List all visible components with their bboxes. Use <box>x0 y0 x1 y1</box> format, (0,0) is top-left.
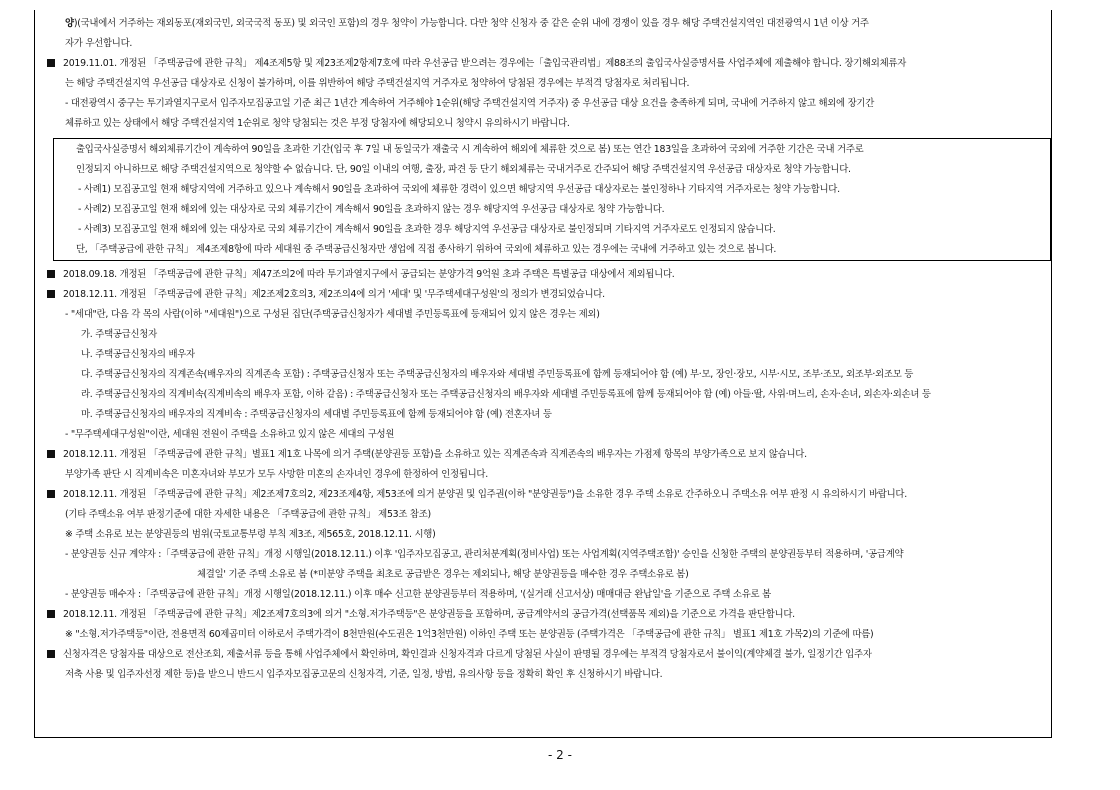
line-text: 2018.09.18. 개정된 「주택공급에 관한 규칙」제47조의2에 따라 투기과열지구에서 공급되는 분양가격 9억원 초과 주택은 특별공급 대상에서 제외됩니다. <box>63 269 675 280</box>
notice-line <box>47 505 1041 525</box>
line-text: 라. 주택공급신청자의 직계비속(직계비속의 배우자 포함, 이하 같음) : 주택공급신청자 또는 주택공급신청자의 배우자와 세대별 주민등록표에 함께 등재되어야 함 (예) 아들·딸, 사위·며느리, 손자·손녀, 외손자·외손녀 등 <box>81 389 931 400</box>
notice-line <box>47 365 1041 385</box>
line-text: - 사례2) 모집공고일 현재 해외에 있는 대상자로 국외 체류기간이 계속해서 90일을 초과하지 않는 경우 해당지역 우선공급 대상자로 청약 가능합니다. <box>78 204 665 215</box>
line-text: - 사례3) 모집공고일 현재 해외에 있는 대상자로 국외 체류기간이 계속해서 90일을 초과한 경우 해당지역 우선공급 대상자로 불인정되며 기타지역 거주자로도 인정되지 않습니다. <box>78 224 776 235</box>
notice-line <box>54 160 1050 180</box>
line-text: )(국내에서 거주하는 재외동포(재외국민, 외국국적 동포) 및 외국인 포함)의 경우 청약이 가능합니다. 다만 청약 신청자 중 같은 순위 내에 경쟁이 있을 경우 해당 주택건설지역인 대전광역시 1년 이상 거주 <box>73 18 869 29</box>
line-text: 2018.12.11. 개정된 「주택공급에 관한 규칙」제2조제2호의3, 제2조의4에 의거 '세대' 및 '무주택세대구성원'의 정의가 변경되었습니다. <box>63 289 605 300</box>
line-text: 단, 「주택공급에 관한 규칙」 제4조제8항에 따라 세대원 중 주택공급신청자만 생업에 직접 종사하기 위하여 국외에 체류하고 있는 경우에는 국내에 거주하고 있는 것으로 봅니다. <box>76 244 777 255</box>
line-text: 신청자격은 당첨자를 대상으로 전산조회, 제출서류 등을 통해 사업주체에서 확인하며, 확인결과 신청자격과 다르게 당첨된 사실이 판명될 경우에는 부적격 당첨자로서 불이익(계약체결 불가, 일정기간 입주자 <box>63 649 872 660</box>
line-text: 체결일' 기준 주택 소유로 봄 (*미분양 주택을 최초로 공급받은 경우는 제외되나, 해당 분양권등을 매수한 경우 주택소유로 봄) <box>197 569 689 580</box>
square-bullet-icon <box>47 59 55 67</box>
notice-line <box>47 425 1041 445</box>
line-text: 출입국사실증명서 해외체류기간이 계속하여 90일을 초과한 기간(입국 후 7일 내 동일국가 재출국 시 계속하여 해외에 체류한 것으로 봄) 또는 연간 183일을 초과하여 국외에 거주한 기간은 국내 거주로 <box>76 144 864 155</box>
notice-content <box>47 14 1041 685</box>
notice-line <box>47 625 1041 645</box>
notice-line <box>47 325 1041 345</box>
line-text: 나. 주택공급신청자의 배우자 <box>81 349 195 360</box>
line-text: ※ 주택 소유로 보는 분양권등의 범위(국토교통부령 부칙 제3조, 제565호, 2018.12.11. 시행) <box>65 529 436 540</box>
notice-line <box>47 485 1041 505</box>
line-text: - 분양권등 매수자 :「주택공급에 관한 규칙」개정 시행일(2018.12.11.) 이후 매수 신고한 분양권등부터 적용하며, '(실거래 신고서상) 매매대금 완납일'을 기준으로 주택 소유로 봄 <box>65 589 771 600</box>
bold-text: 양 <box>65 18 74 29</box>
line-text: - "무주택세대구성원"이란, 세대원 전원이 주택을 소유하고 있지 않은 세대의 구성원 <box>65 429 395 440</box>
notice-line <box>47 285 1041 305</box>
line-text: - 대전광역시 중구는 투기과열지구로서 입주자모집공고일 기준 최근 1년간 계속하여 거주해야 1순위(해당 주택건설지역 거주자) 중 우선공급 대상 요건을 충족하게 되며, 국내에 거주하지 않고 해외에 장기간 <box>65 98 875 109</box>
notice-line <box>47 54 1041 74</box>
notice-line <box>47 545 1041 565</box>
line-text: 부양가족 판단 시 직계비속은 미혼자녀와 부모가 모두 사망한 미혼의 손자녀인 경우에 한정하여 인정됩니다. <box>65 469 488 480</box>
line-text: 는 해당 주택건설지역 우선공급 대상자로 신청이 불가하며, 이를 위반하여 해당 주택건설지역 거주자로 청약하여 당첨된 경우에는 부적격 당첨자로 처리됩니다. <box>65 78 690 89</box>
square-bullet-icon <box>47 270 55 278</box>
notice-line <box>47 94 1041 114</box>
line-text: 저축 사용 및 입주자선정 제한 등)을 받으니 반드시 입주자모집공고문의 신청자격, 기준, 일정, 방법, 유의사항 등을 정확히 확인 후 신청하시기 바랍니다. <box>65 669 663 680</box>
line-text: 2019.11.01. 개정된 「주택공급에 관한 규칙」 제4조제5항 및 제23조제2항제7호에 따라 우선공급 받으려는 경우에는「출입국관리법」제88조의 출입국사실증명서를 사업주체에 제출해야 합니다. 장기해외체류자 <box>63 58 907 69</box>
notice-line <box>47 565 1041 585</box>
line-text: 2018.12.11. 개정된 「주택공급에 관한 규칙」별표1 제1호 나목에 의거 주택(분양권등 포함)을 소유하고 있는 직계존속과 직계존속의 배우자는 가점제 항목의 부양가족으로 보지 않습니다. <box>63 449 807 460</box>
notice-line <box>47 114 1041 134</box>
notice-line <box>54 140 1050 160</box>
document-frame <box>34 10 1052 738</box>
notice-section-top <box>47 14 1041 134</box>
notice-line <box>47 465 1041 485</box>
notice-line <box>47 605 1041 625</box>
line-text: 가. 주택공급신청자 <box>81 329 157 340</box>
line-text: 자가 우선합니다. <box>65 38 133 49</box>
square-bullet-icon <box>47 290 55 298</box>
line-text: 2018.12.11. 개정된 「주택공급에 관한 규칙」제2조제7호의3에 의거 "소형.저가주택등"은 분양권등을 포함하며, 공급계약서의 공급가격(선택품목 제외)을 기준으로 가격을 판단합니다. <box>63 609 795 620</box>
square-bullet-icon <box>47 650 55 658</box>
notice-line <box>47 345 1041 365</box>
notice-line <box>47 14 1041 34</box>
page-number: - 2 - <box>548 748 572 762</box>
notice-line <box>47 74 1041 94</box>
line-text: - 사례1) 모집공고일 현재 해당지역에 거주하고 있으나 계속해서 90일을 초과하여 국외에 체류한 경력이 있으면 해당지역 우선공급 대상자로는 불인정하나 기타지역 거주자로는 청약 가능합니다. <box>78 184 840 195</box>
line-text: 인정되지 아니하므로 해당 주택건설지역으로 청약할 수 없습니다. 단, 90일 이내의 여행, 출장, 파견 등 단기 해외체류는 국내거주로 간주되어 해당 주택건설지역 우선공급 대상자로 청약 가능합니다. <box>76 164 851 175</box>
notice-section-bottom <box>47 265 1041 685</box>
notice-line <box>47 585 1041 605</box>
notice-line <box>47 34 1041 54</box>
overseas-stay-notice-box <box>53 138 1051 261</box>
line-text: 2018.12.11. 개정된 「주택공급에 관한 규칙」제2조제7호의2, 제23조제4항, 제53조에 의거 분양권 및 입주권(이하 "분양권등")을 소유한 경우 주택 소유로 간주하오니 주택소유 여부 판정 시 유의하시기 바랍니다. <box>63 489 907 500</box>
notice-line <box>47 265 1041 285</box>
notice-line <box>47 385 1041 405</box>
square-bullet-icon <box>47 490 55 498</box>
line-text: 다. 주택공급신청자의 직계존속(배우자의 직계존속 포함) : 주택공급신청자 또는 주택공급신청자의 배우자와 세대별 주민등록표에 함께 등재되어야 함 (예) 부·모, 장인·장모, 시부·시모, 조부·조모, 외조부·외조모 등 <box>81 369 914 380</box>
notice-line <box>54 180 1050 200</box>
line-text: ※ "소형.저가주택등"이란, 전용면적 60제곱미터 이하로서 주택가격이 8천만원(수도권은 1억3천만원) 이하인 주택 또는 분양권등 (주택가격은 「주택공급에 관한 규칙」 별표1 제1호 가목2)의 기준에 따름) <box>65 629 874 640</box>
notice-line <box>54 200 1050 220</box>
line-text: (기타 주택소유 여부 판정기준에 대한 자세한 내용은 「주택공급에 관한 규칙」 제53조 참조) <box>65 509 431 520</box>
notice-line <box>47 445 1041 465</box>
line-text: - 분양권등 신규 계약자 :「주택공급에 관한 규칙」개정 시행일(2018.12.11.) 이후 '입주자모집공고, 관리처분계획(정비사업) 또는 사업계획(지역주택조합)' 승인을 신청한 주택의 분양권등부터 적용하며, '공급계약 <box>65 549 904 560</box>
notice-line <box>47 405 1041 425</box>
notice-line <box>47 525 1041 545</box>
notice-line <box>47 665 1041 685</box>
notice-line <box>47 305 1041 325</box>
square-bullet-icon <box>47 610 55 618</box>
square-bullet-icon <box>47 450 55 458</box>
line-text: 체류하고 있는 상태에서 해당 주택건설지역 1순위로 청약 당첨되는 것은 부정 당첨자에 해당되오니 청약시 유의하시기 바랍니다. <box>65 118 570 129</box>
notice-line <box>54 220 1050 240</box>
notice-line <box>54 240 1050 260</box>
notice-line <box>47 645 1041 665</box>
line-text: - "세대"란, 다음 각 목의 사람(이하 "세대원")으로 구성된 집단(주택공급신청자가 세대별 주민등록표에 등재되어 있지 않은 경우는 제외) <box>65 309 600 320</box>
line-text: 마. 주택공급신청자의 배우자의 직계비속 : 주택공급신청자의 세대별 주민등록표에 함께 등재되어야 함 (예) 전혼자녀 등 <box>81 409 552 420</box>
